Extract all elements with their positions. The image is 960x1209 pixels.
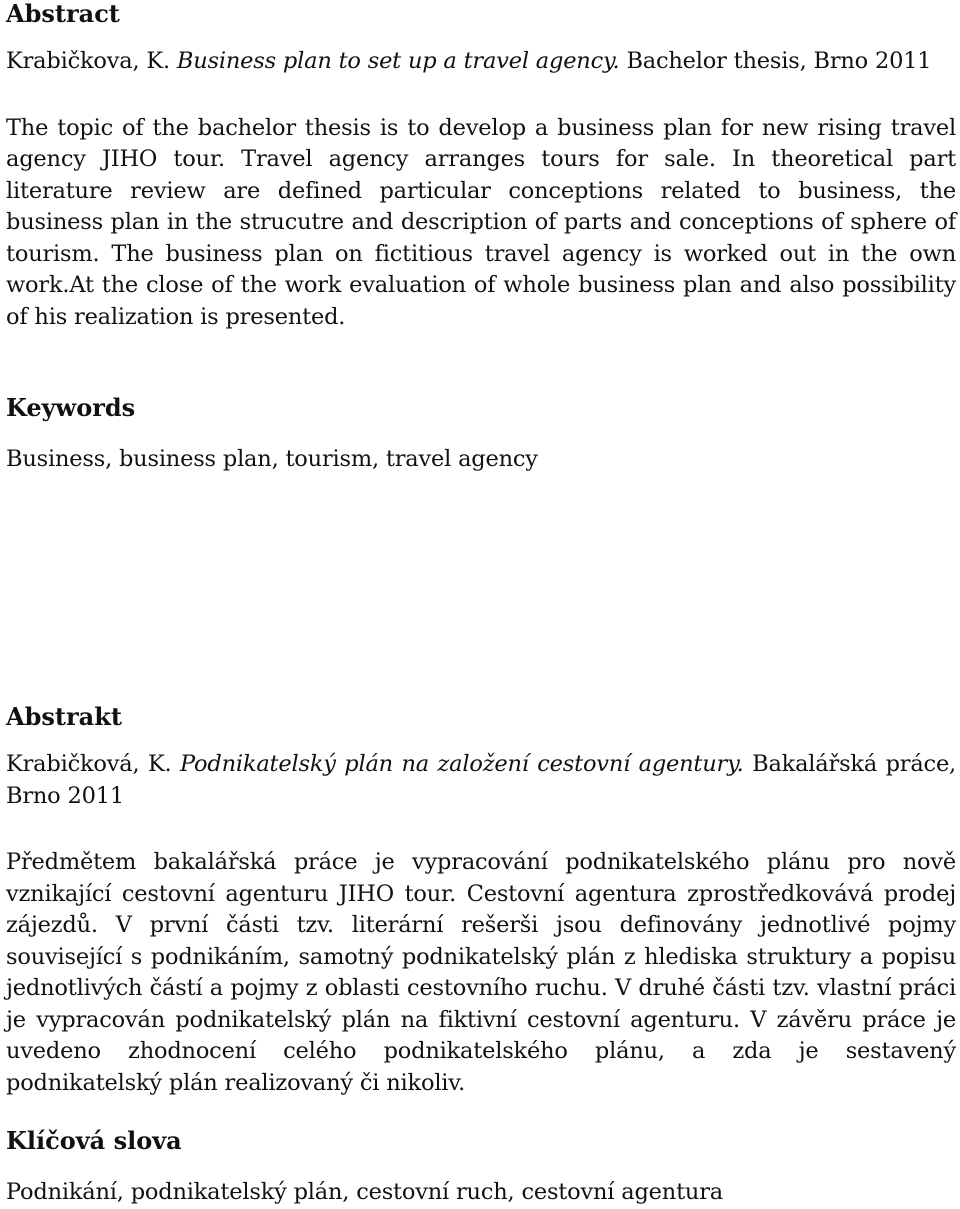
czech-keywords-heading: Klíčová slova xyxy=(6,1126,182,1155)
english-citation xyxy=(6,46,956,78)
english-keywords-heading: Keywords xyxy=(6,393,136,422)
english-citation-rest: Bachelor thesis, Brno 2011 xyxy=(626,48,932,74)
czech-citation-title: Podnikatelský plán na založení cestovní agentury. xyxy=(180,751,744,777)
english-citation-title: Business plan to set up a travel agency. xyxy=(176,48,620,74)
english-keywords-section xyxy=(6,394,956,476)
czech-citation xyxy=(6,749,956,812)
czech-keywords-section xyxy=(6,1127,956,1209)
czech-abstract-heading: Abstrakt xyxy=(6,702,122,731)
czech-abstract-section xyxy=(6,703,956,1099)
czech-citation-rest: Bakalářská práce, Brno 2011 xyxy=(6,751,957,809)
czech-citation-author: Krabičková, K. xyxy=(6,751,172,777)
english-abstract-heading: Abstract xyxy=(6,0,120,28)
czech-abstract-body: Předmětem bakalářská práce je vypracování podnikatelského plánu pro nově vznikající cestovní agenturu JIHO tour. Cestovní agentura zprostředkovává prodej zájezdů. V první části tzv. literární rešerši jsou definovány jednotlivé pojmy související s podnikáním, samotný podnikatelský plán z hlediska struktury a popisu jednotlivých částí a pojmy z oblasti cestovního ruchu. V druhé části tzv. vlastní práci je vypracován podnikatelský plán na fiktivní cestovní agenturu. V závěru práce je uvedeno zhodnocení celého podnikatelského plánu, a zda je sestavený podnikatelský plán realizovaný či nikoliv. xyxy=(6,849,956,1096)
english-abstract-body: The topic of the bachelor thesis is to develop a business plan for new rising travel agency JIHO tour. Travel agency arranges tours for sale. In theoretical part literature review are defined particular conceptions related to business, the business plan in the strucutre and description of parts and conceptions of sphere of tourism. The business plan on fictitious travel agency is worked out in the own work.At the close of the work evaluation of whole business plan and also possibility of his realization is presented. xyxy=(6,114,956,330)
english-abstract-section xyxy=(6,0,956,333)
english-citation-author: Krabičkova, K. xyxy=(6,48,170,74)
english-keywords: Business, business plan, tourism, travel agency xyxy=(6,446,538,472)
czech-keywords: Podnikání, podnikatelský plán, cestovní ruch, cestovní agentura xyxy=(6,1179,723,1205)
